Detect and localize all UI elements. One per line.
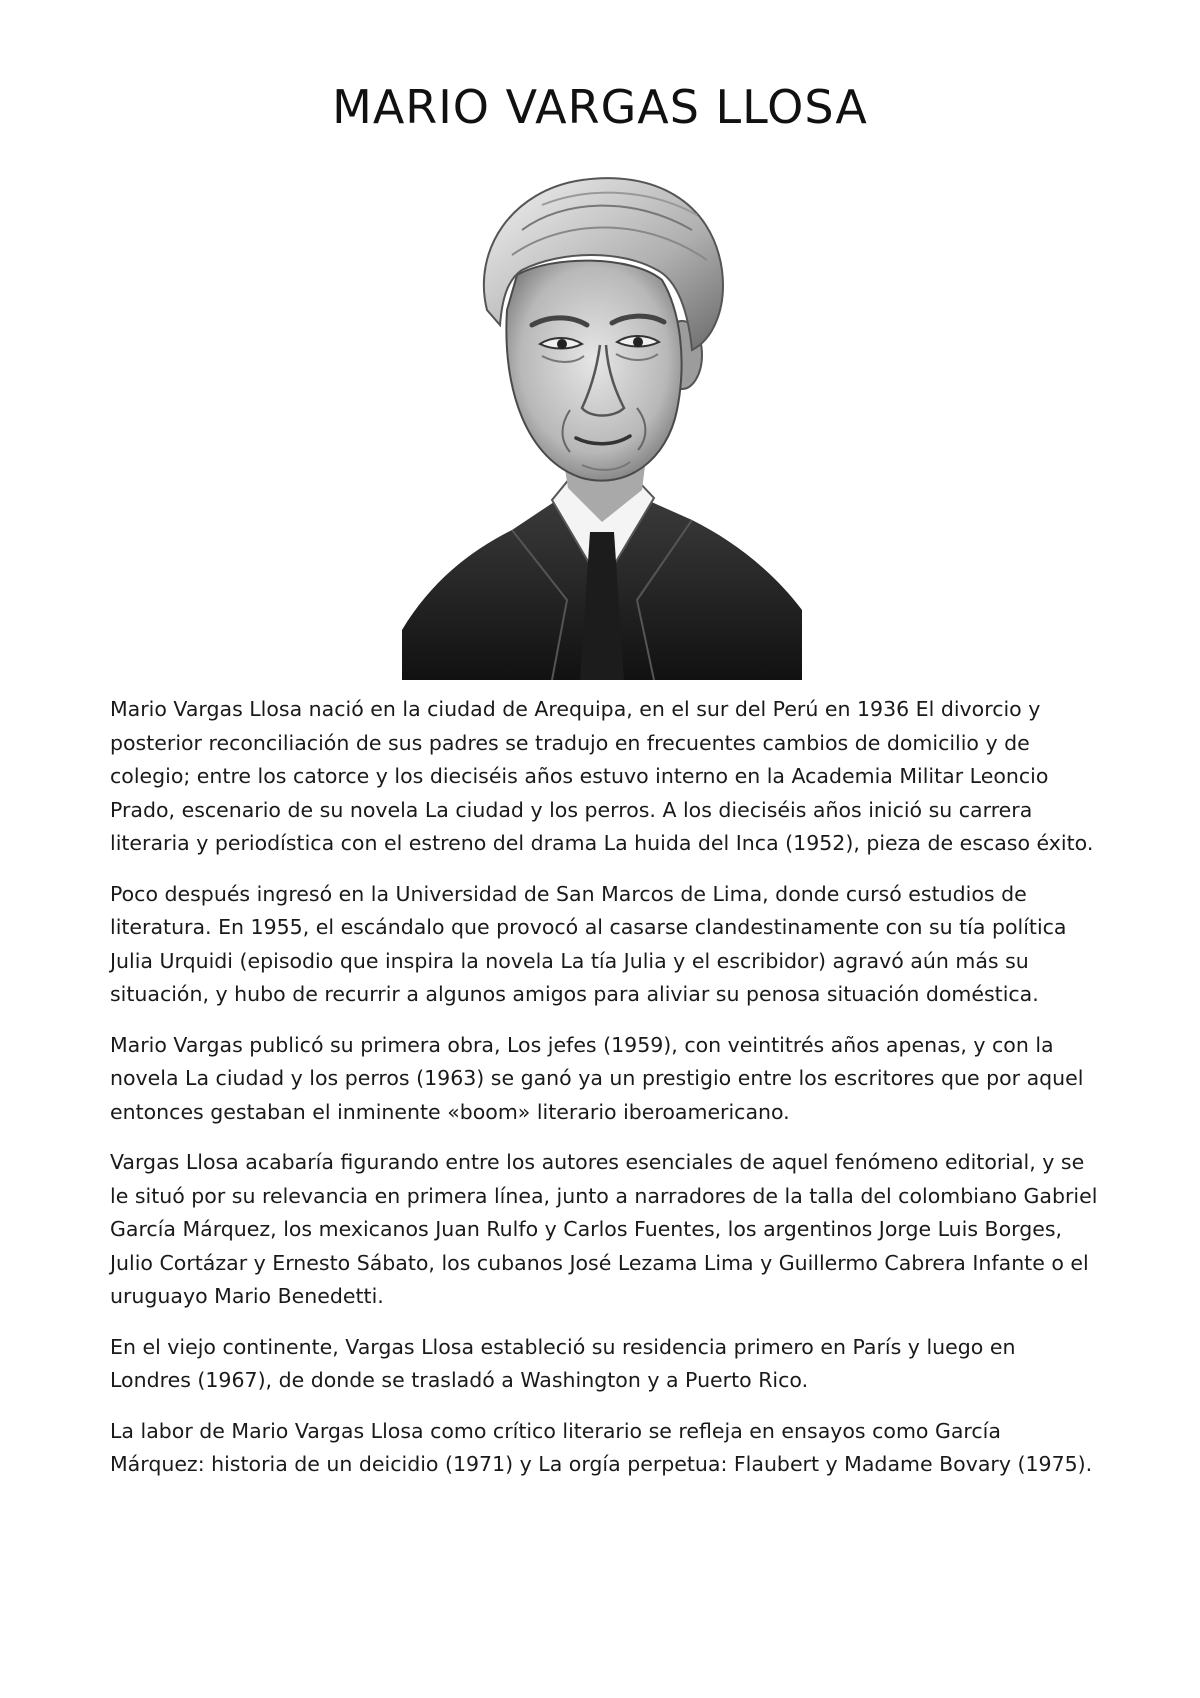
- portrait-illustration: [392, 160, 812, 680]
- paragraph-1: Mario Vargas Llosa nació en la ciudad de Arequipa, en el sur del Perú en 1936 El divorcio y posterior reconciliación de sus padres se tradujo en frecuentes cambios de domicilio y de colegio; entre los catorce y los dieciséis años estuvo interno en la Academia Militar Leoncio Prado, escenario de su novela La ciudad y los perros. A los dieciséis años inició su carrera literaria y periodística con el estreno del drama La huida del Inca (1952), pieza de escaso éxito.: [110, 697, 1094, 855]
- paragraph-6: La labor de Mario Vargas Llosa como crítico literario se refleja en ensayos como García Márquez: historia de un deicidio (1971) y La orgía perpetua: Flaubert y Madame Bovary (1975).: [110, 1418, 1093, 1476]
- biography-text: [110, 693, 1100, 1499]
- paragraph-3: Mario Vargas publicó su primera obra, Los jefes (1959), con veintitrés años apenas, y con la novela La ciudad y los perros (1963) se ganó ya un prestigio entre los escritores que por aquel entonces gestaban el inminente «boom» literario iberoamericano.: [110, 1032, 1084, 1124]
- paragraph-2: Poco después ingresó en la Universidad de San Marcos de Lima, donde cursó estudios de literatura. En 1955, el escándalo que provocó al casarse clandestinamente con su tía política Julia Urquidi (episodio que inspira la novela La tía Julia y el escribidor) agravó aún más su situación, y hubo de recurrir a algunos amigos para aliviar su penosa situación doméstica.: [110, 881, 1067, 1006]
- page-title: MARIO VARGAS LLOSA: [332, 80, 868, 134]
- paragraph-4: Vargas Llosa acabaría figurando entre los autores esenciales de aquel fenómeno editorial, y se le situó por su relevancia en primera línea, junto a narradores de la talla del colombiano Gabriel García Márquez, los mexicanos Juan Rulfo y Carlos Fuentes, los argentinos Jorge Luis Borges, Julio Cortázar y Ernesto Sábato, los cubanos José Lezama Lima y Guillermo Cabrera Infante o el uruguayo Mario Benedetti.: [110, 1150, 1098, 1308]
- paragraph-5: En el viejo continente, Vargas Llosa estableció su residencia primero en París y luego en Londres (1967), de donde se trasladó a Washington y a Puerto Rico.: [110, 1334, 1016, 1392]
